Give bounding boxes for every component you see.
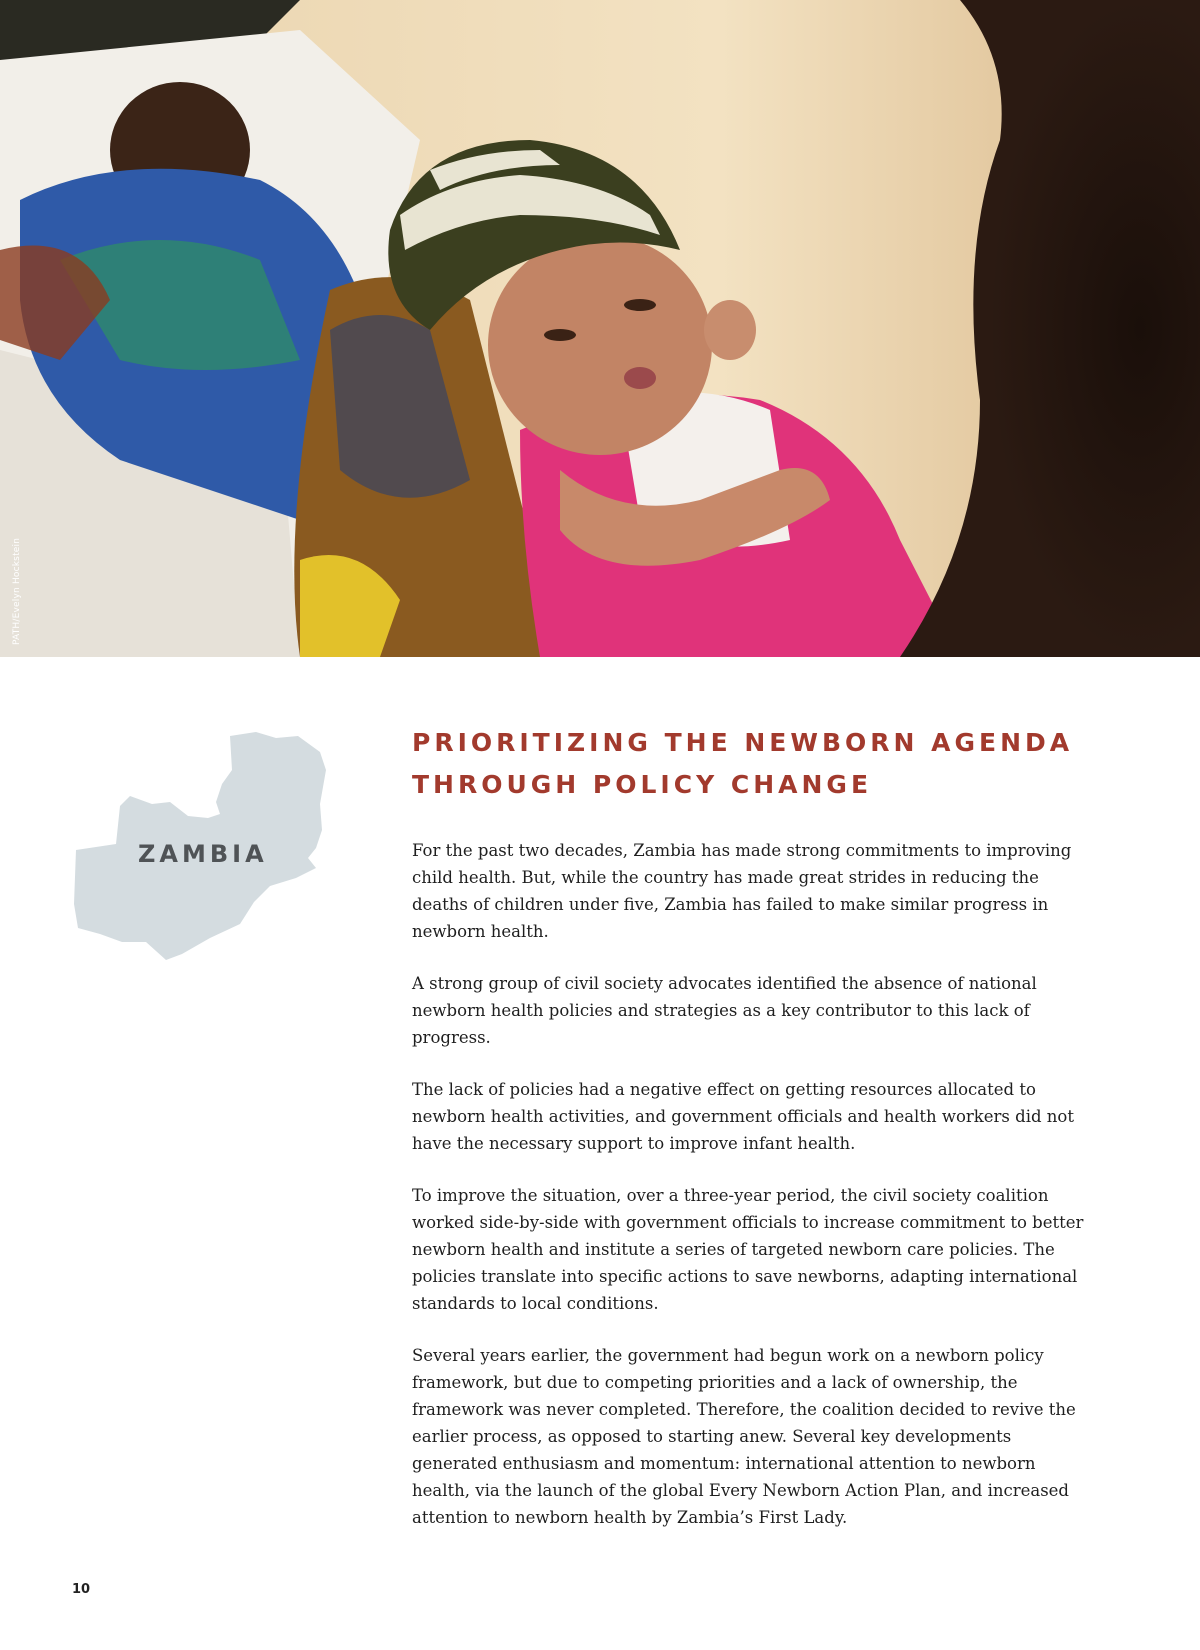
country-label: ZAMBIA (138, 840, 268, 868)
photo-credit: PATH/Evelyn Hockstein (12, 537, 22, 645)
paragraph: The lack of policies had a negative effect on getting resources allocated to newborn health activities, and government officials and health workers did not have the necessary support to improve infant health. (412, 1080, 1074, 1153)
hero-photo (0, 0, 1200, 657)
paragraph: Several years earlier, the government had begun work on a newborn policy framework, but due to competing priorities and a lack of ownership, the framework was never completed. Therefore, the coalition decided to revive the earlier process, as opposed to starting anew. Several key developments generated enthusiasm and momentum: international attention to newborn health, via the launch of the global Every Newborn Action Plan, and increased attention to newborn health by Zambia’s First Lady. (412, 1346, 1076, 1527)
paragraph: To improve the situation, over a three-year period, the civil society coalition worked side-by-side with government officials to increase commitment to better newborn health and institute a series of targeted newborn care policies. The policies translate into specific actions to save newborns, adapting international standards to local conditions. (412, 1186, 1084, 1313)
heading-line-2: THROUGH POLICY CHANGE (412, 770, 873, 799)
article-heading (412, 722, 1092, 806)
article-body (412, 837, 1092, 1556)
page-number: 10 (72, 1582, 91, 1597)
heading-line-1: PRIORITIZING THE NEWBORN AGENDA (412, 728, 1074, 757)
country-map (70, 728, 330, 968)
paragraph: A strong group of civil society advocates identified the absence of national newborn health policies and strategies as a key contributor to this lack of progress. (412, 974, 1037, 1047)
hero-photo-illustration (0, 0, 1200, 657)
paragraph: For the past two decades, Zambia has made strong commitments to improving child health. But, while the country has made great strides in reducing the deaths of children under five, Zambia has failed to make similar progress in newborn health. (412, 841, 1072, 941)
